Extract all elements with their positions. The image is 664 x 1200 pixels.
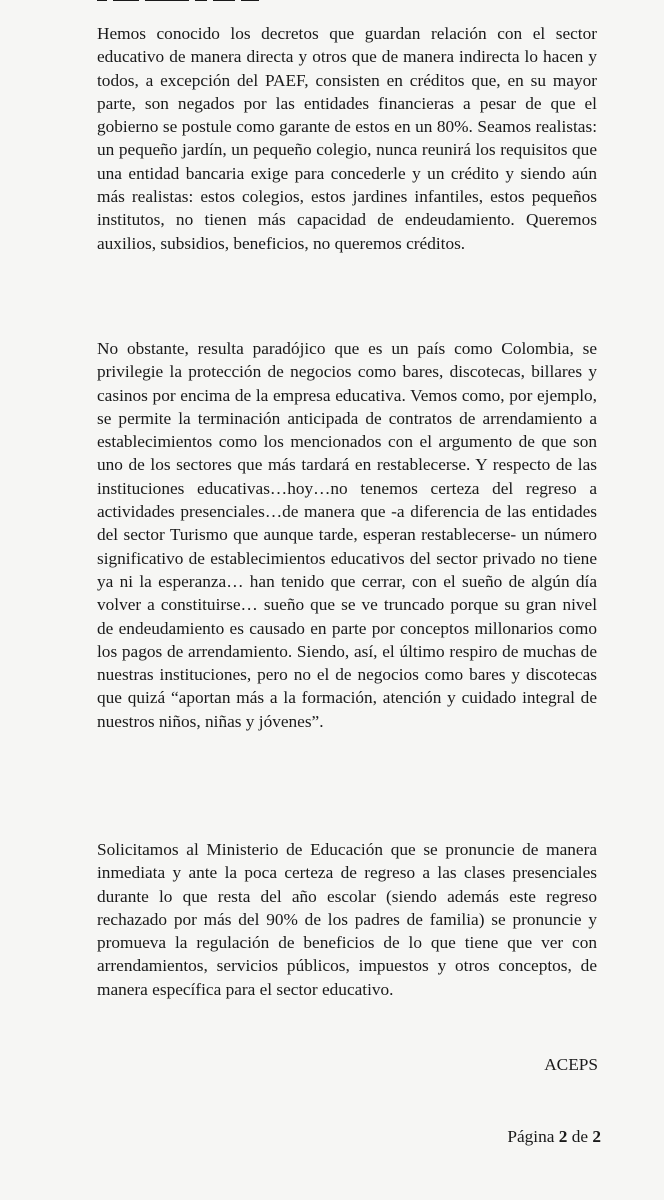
of-label: de — [571, 1127, 589, 1146]
page-number — [507, 1125, 601, 1148]
signature: ACEPS — [544, 1055, 598, 1074]
current-page: 2 — [558, 1127, 568, 1146]
paragraph-creditos: Hemos conocido los decretos que guardan relación con el sector educativo de manera directa y otros que de manera indirecta lo hacen y todos, a excepción del PAEF, consisten en créditos que, en su mayor parte, son negados por las entidades financieras a pesar de que el gobierno se postule como garante de estos en un 80%. Seamos realistas: un pequeño jardín, un pequeño colegio, nunca reunirá los requisitos que una entidad bancaria exige para concederle y un crédito y siendo aún más realistas: estos colegios, estos jardines infantiles, estos pequeños institutos, no tienen más capacidad de endeudamiento. Queremos auxilios, subsidios, beneficios, no queremos créditos. — [97, 24, 597, 253]
paragraph-paradoja: No obstante, resulta paradójico que es un país como Colombia, se privilegie la protección de negocios como bares, discotecas, billares y casinos por encima de la empresa educativa. Vemos como, por ejemplo, se permite la terminación anticipada de contratos de arrendamiento a establecimientos como los mencionados con el argumento de que son uno de los sectores que más tardará en restablecerse. Y respecto de las instituciones educativas…hoy…no tenemos certeza del regreso a actividades presenciales…de manera que -a diferencia de las entidades del sector Turismo que aunque tarde, esperan restablecerse- un número significativo de establecimientos educativos del sector privado no tiene ya ni la esperanza… han tenido que cerrar, con el sueño de algún día volver a constituirse… sueño que se ve truncado porque su gran nivel de endeudamiento es causado en parte por conceptos millonarios como los pagos de arrendamiento. Siendo, así, el último respiro de muchas de nuestras instituciones, pero no el de negocios como bares y discotecas que quizá “aportan más a la formación, atención y cuidado integral de nuestros niños, niñas y jóvenes”. — [97, 339, 597, 731]
cut-off-previous-line — [97, 0, 337, 5]
page-label: Página — [507, 1127, 555, 1146]
paragraph-solicitud: Solicitamos al Ministerio de Educación que se pronuncie de manera inmediata y ante la poca certeza de regreso a las clases presenciales durante lo que resta del año escolar (siendo además este regreso rechazado por más del 90% de los padres de familia) se pronuncie y promueva la regulación de beneficios de lo que tiene que ver con arrendamientos, servicios públicos, impuestos y otros conceptos, de manera específica para el sector educativo. — [97, 840, 597, 999]
total-pages: 2 — [592, 1127, 601, 1146]
